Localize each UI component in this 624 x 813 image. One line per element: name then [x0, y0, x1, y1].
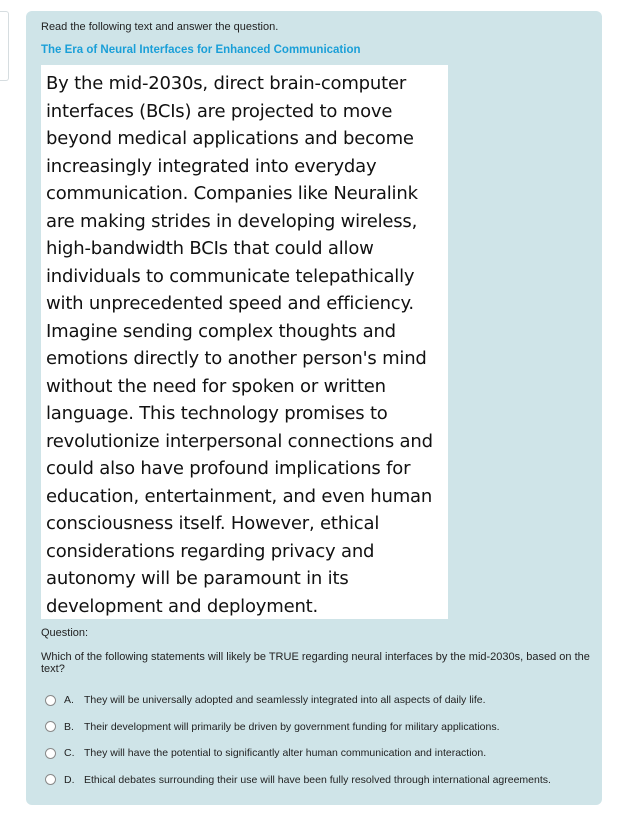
option-letter: B.: [64, 720, 74, 733]
option-d[interactable]: [45, 767, 595, 794]
radio-button-b[interactable]: [45, 721, 56, 732]
instruction-text: Read the following text and answer the question.: [41, 21, 279, 33]
option-text: They will have the potential to significantly alter human communication and interaction.: [84, 747, 487, 760]
option-text: Their development will primarily be driven by government funding for military applications.: [84, 720, 500, 733]
radio-button-d[interactable]: [45, 774, 56, 785]
side-panel-tab[interactable]: [0, 11, 9, 81]
option-letter: C.: [64, 747, 75, 760]
passage-box: [41, 65, 448, 619]
option-a[interactable]: [45, 687, 595, 714]
answer-options: [45, 687, 595, 793]
option-text: Ethical debates surrounding their use will have been fully resolved through international agreements.: [84, 773, 551, 786]
question-text: Which of the following statements will likely be TRUE regarding neural interfaces by the mid-2030s, based on the text?: [41, 651, 590, 675]
passage-body: By the mid-2030s, direct brain-computer interfaces (BCIs) are projected to move beyond medical applications and become increasingly integrated into everyday communication. Companies like Neuralink are making strides in developing wireless, high-bandwidth BCIs that could allow individuals to communicate telepathically with unprecedented speed and efficiency. Imagine sending complex thoughts and emotions directly to another person's mind without the need for spoken or written language. This technology promises to revolutionize interpersonal connections and could also have profound implications for education, entertainment, and even human consciousness itself. However, ethical considerations regarding privacy and autonomy will be paramount in its development and deployment.: [46, 73, 433, 617]
radio-button-a[interactable]: [45, 695, 56, 706]
question-label: Question:: [41, 627, 89, 639]
option-text: They will be universally adopted and seamlessly integrated into all aspects of daily life.: [84, 694, 486, 707]
option-letter: A.: [64, 694, 74, 707]
option-c[interactable]: [45, 740, 595, 767]
option-letter: D.: [64, 773, 75, 786]
radio-button-c[interactable]: [45, 748, 56, 759]
passage-title: The Era of Neural Interfaces for Enhanced Communication: [41, 44, 361, 56]
option-b[interactable]: [45, 714, 595, 741]
question-card: [26, 11, 602, 805]
